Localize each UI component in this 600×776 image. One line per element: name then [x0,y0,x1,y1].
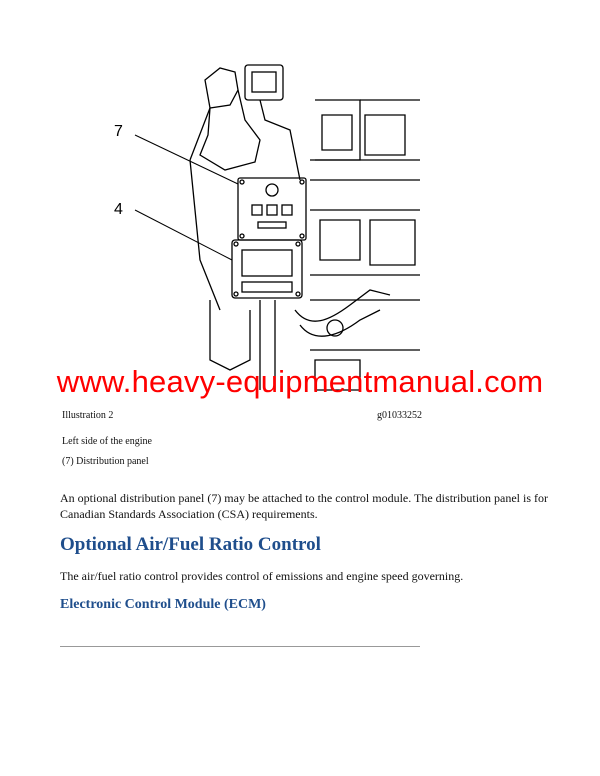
heading-air-fuel-ratio: Optional Air/Fuel Ratio Control [60,534,321,555]
watermark-url: www.heavy-equipmentmanual.com [56,364,544,399]
paragraph-air-fuel: The air/fuel ratio control provides control of emissions and engine speed governing. [60,569,464,583]
engine-line-drawing [60,60,420,400]
paragraph-distribution-panel: An optional distribution panel (7) may be attached to the control module. The distribution panel is for Canadian Standards Association (CSA) requirements. [60,491,549,521]
illustration-caption [62,410,422,421]
heading-ecm: Electronic Control Module (ECM) [60,597,266,612]
illustration-label: Illustration 2 [62,410,114,421]
illustration-subtitle: Left side of the engine [62,436,152,447]
illustration-item: (7) Distribution panel [62,456,149,467]
callout-4: 4 [114,201,123,218]
callout-7: 7 [114,123,123,140]
divider [60,646,420,647]
illustration-code: g01033252 [377,410,422,421]
engine-illustration [60,60,420,400]
